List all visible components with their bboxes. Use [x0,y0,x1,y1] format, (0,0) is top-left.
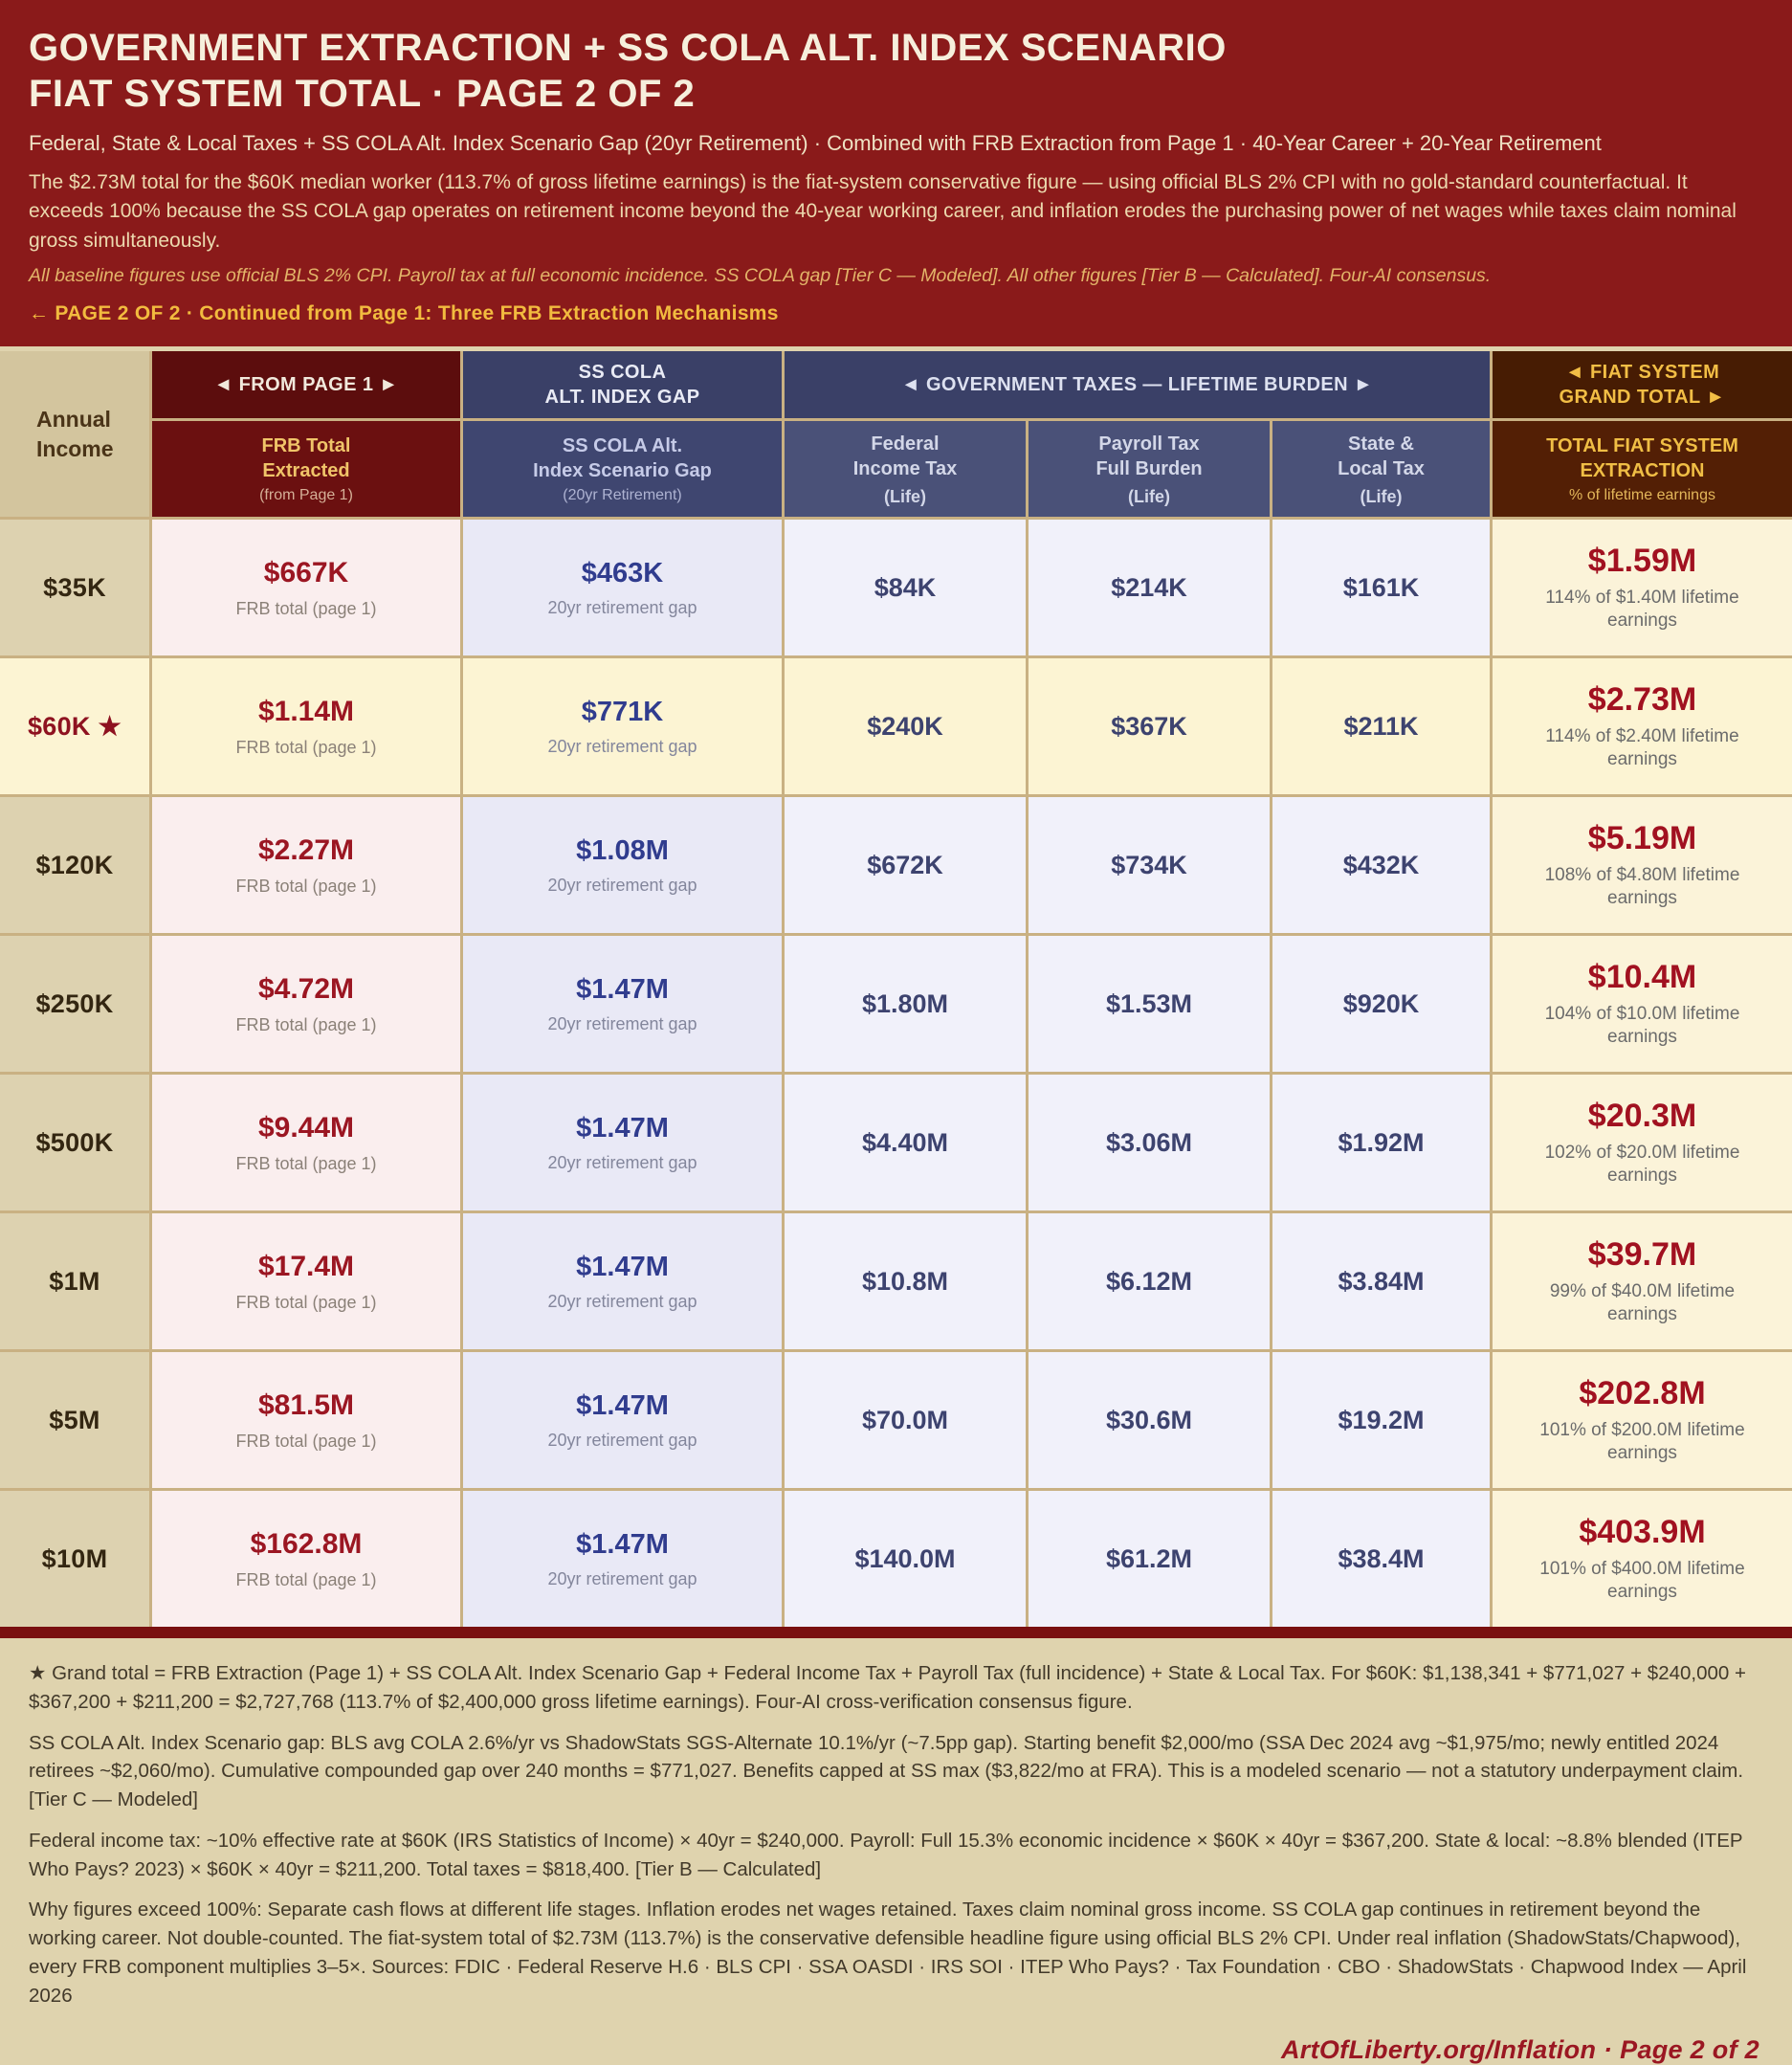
cola-sublabel: 20yr retirement gap [547,1013,697,1033]
cola-sublabel: 20yr retirement gap [547,875,697,895]
cola-cell [463,1352,782,1488]
state-local-tax-cell: $161K [1272,520,1490,655]
cola-cell [463,1491,782,1627]
footnote-why-exceed-100: Why figures exceed 100%: Separate cash flows at different life stages. Inflation erodes net wages retained. Taxes claim nominal gross income. SS COLA gap continues in retirement beyond the working career. Not double-counted. The fiat-system total of $2.73M (113.7%) is the conservative defensible headline figure using official BLS 2% CPI. Under real inflation (ShadowStats/Chapwood), every FRB component multiplies 3–5×. Sources: FDIC · Federal Reserve H.6 · BLS CPI · SSA OASDI · IRS SOI · ITEP Who Pays? · Tax Foundation · CBO · ShadowStats · Chapwood Index — April 2026 [29,1898,1747,2007]
title-line-2: FIAT SYSTEM TOTAL · PAGE 2 OF 2 [29,73,696,115]
table-row-35k [0,520,1792,655]
grand-total-cell [1493,520,1792,655]
cola-cell [463,1213,782,1349]
income-label: $250K [35,988,114,1018]
income-cell [0,1075,149,1210]
income-cell [0,797,149,933]
cola-value: $1.47M [576,1389,669,1421]
footnotes [0,1638,1792,2009]
table-bottom-divider [0,1627,1792,1638]
federal-tax-cell: $672K [785,797,1026,933]
frb-sublabel: FRB total (page 1) [235,737,377,757]
cola-sublabel: 20yr retirement gap [547,597,697,617]
table-row-250k [0,936,1792,1072]
cola-cell [463,520,782,655]
page-footer: ArtOfLiberty.org/Inflation · Page 2 of 2 [1280,2035,1759,2065]
grand-total-cell [1493,658,1792,794]
state-local-tax-cell: $432K [1272,797,1490,933]
frb-value: $9.44M [257,1112,355,1144]
grand-total-percent: 114% of $2.40M lifetime earnings [1545,725,1739,770]
table-row-1m [0,1213,1792,1349]
state-local-tax-cell: $3.84M [1272,1213,1490,1349]
frb-cell [152,658,460,794]
frb-sublabel: FRB total (page 1) [235,598,377,618]
page-header [0,0,1792,346]
frb-sublabel: FRB total (page 1) [235,1431,377,1451]
grand-total-cell [1493,936,1792,1072]
frb-cell [152,1491,460,1627]
grand-total-value: $5.19M [1587,819,1697,856]
income-label: $10M [41,1543,108,1573]
column-header-frb-total: FRB Total Extracted (from Page 1) [152,421,460,517]
grand-total-value: $403.9M [1579,1513,1706,1550]
state-local-tax-cell: $38.4M [1272,1491,1490,1627]
income-cell [0,1213,149,1349]
footnote-tax-calc: Federal income tax: ~10% effective rate at $60K (IRS Statistics of Income) × 40yr = $240,000. Payroll: Full 15.3% economic incidence × $60K × 40yr = $367,200. State & local: ~8.8% blended (ITEP Who Pays? 2023) × $60K × 40yr = $211,200. Total taxes = $818,400. [Tier B — Calculated] [29,1829,1743,1880]
footnote-cola-gap: SS COLA Alt. Index Scenario gap: BLS avg COLA 2.6%/yr vs ShadowStats SGS-Alternate 10.1%/yr (~7.5pp gap). Starting benefit $2,000/mo (SSA Dec 2024 avg ~$1,975/mo; newly entitled 2024 retirees ~$2,060/mo). Cumulative compounded gap over 240 months = $771,027. Benefits capped at SS max ($3,822/mo at FRA). This is a modeled scenario — not a statutory underpayment claim. [Tier C — Modeled] [29,1731,1744,1811]
grand-total-cell [1493,797,1792,933]
income-cell [0,936,149,1072]
income-cell [0,1491,149,1627]
grand-total-cell [1493,1213,1792,1349]
table-row-500k [0,1075,1792,1210]
grand-total-percent: 102% of $20.0M lifetime earnings [1544,1142,1740,1187]
frb-sublabel: FRB total (page 1) [235,1153,377,1173]
federal-tax-cell: $1.80M [785,936,1026,1072]
intro-paragraph: The $2.73M total for the $60K median worker (113.7% of gross lifetime earnings) is the fiat-system conservative figure — using official BLS 2% CPI with no gold-standard counterfactual. It exceeds 100% because the SS COLA gap operates on retirement income beyond the 40-year working career, and inflation erodes the purchasing power of net wages while taxes claim nominal gross simultaneously. [29,171,1737,252]
frb-cell [152,520,460,655]
table-row-120k [0,797,1792,933]
frb-sublabel: FRB total (page 1) [235,1569,377,1589]
extraction-table [0,351,1792,1627]
subtitle: Federal, State & Local Taxes + SS COLA Alt. Index Scenario Gap (20yr Retirement) · Combined with FRB Extraction from Page 1 · 40-Year Career + 20-Year Retirement [29,131,1602,155]
cola-value: $1.08M [576,834,669,866]
column-header-annual-income: Annual Income [0,351,149,517]
payroll-tax-cell: $6.12M [1029,1213,1270,1349]
grand-total-percent: 101% of $400.0M lifetime earnings [1539,1558,1745,1603]
grand-total-value: $1.59M [1587,542,1697,579]
frb-sublabel: FRB total (page 1) [235,1014,377,1034]
income-cell [0,1352,149,1488]
cola-value: $463K [581,557,664,588]
frb-value: $667K [263,557,349,589]
grand-total-value: $2.73M [1587,680,1697,718]
state-local-tax-cell: $920K [1272,936,1490,1072]
payroll-tax-cell: $61.2M [1029,1491,1270,1627]
cola-value: $1.47M [576,973,669,1005]
frb-value: $1.14M [257,696,355,728]
grand-total-value: $39.7M [1587,1235,1697,1273]
income-cell [0,520,149,655]
column-header-total-extraction: TOTAL FIAT SYSTEM EXTRACTION % of lifetime earnings [1493,421,1792,517]
group-header-ss-cola-gap: SS COLA ALT. INDEX GAP [463,351,782,418]
cola-cell [463,936,782,1072]
cola-cell [463,658,782,794]
table-row-10m [0,1491,1792,1627]
cola-sublabel: 20yr retirement gap [547,1430,697,1450]
grand-total-percent: 104% of $10.0M lifetime earnings [1544,1003,1740,1048]
state-local-tax-cell: $1.92M [1272,1075,1490,1210]
payroll-tax-cell: $367K [1029,658,1270,794]
frb-sublabel: FRB total (page 1) [235,876,377,896]
grand-total-percent: 108% of $4.80M lifetime earnings [1544,864,1740,909]
cola-value: $1.47M [576,1528,669,1560]
grand-total-percent: 101% of $200.0M lifetime earnings [1539,1419,1745,1464]
state-local-tax-cell: $211K [1272,658,1490,794]
column-header-federal-tax: Federal Income Tax (Life) [785,421,1026,517]
frb-value: $2.27M [257,834,355,867]
federal-tax-cell: $140.0M [785,1491,1026,1627]
column-header-payroll-tax: Payroll Tax Full Burden (Life) [1029,421,1270,517]
column-header-cola-gap: SS COLA Alt. Index Scenario Gap (20yr Retirement) [463,421,782,517]
frb-cell [152,1075,460,1210]
income-cell [0,658,149,794]
frb-value: $162.8M [250,1528,363,1561]
grand-total-value: $202.8M [1579,1374,1706,1411]
group-header-from-page-1: ◄ FROM PAGE 1 ► [152,351,460,418]
group-header-government-taxes: ◄ GOVERNMENT TAXES — LIFETIME BURDEN ► [785,351,1490,418]
frb-value: $81.5M [257,1389,355,1422]
income-label: $500K [35,1127,114,1157]
table-header [0,351,1792,517]
cola-value: $1.47M [576,1112,669,1144]
cola-cell [463,797,782,933]
payroll-tax-cell: $1.53M [1029,936,1270,1072]
cola-cell [463,1075,782,1210]
federal-tax-cell: $10.8M [785,1213,1026,1349]
income-label: $120K [35,850,114,879]
payroll-tax-cell: $214K [1029,520,1270,655]
table-row-5m [0,1352,1792,1488]
page-title [29,25,1763,117]
footnote-grand-total: ★ Grand total = FRB Extraction (Page 1) + SS COLA Alt. Index Scenario Gap + Federal Income Tax + Payroll Tax (full incidence) + State & Local Tax. For $60K: $1,138,341 + $771,027 + $240,000 + $367,200 + $211,200 = $2,727,768 (113.7% of $2,400,000 gross lifetime earnings). Four-AI cross-verification consensus figure. [29,1662,1746,1714]
cola-sublabel: 20yr retirement gap [547,736,697,756]
grand-total-cell [1493,1491,1792,1627]
cola-value: $771K [581,696,664,727]
cola-value: $1.47M [576,1251,669,1282]
cola-sublabel: 20yr retirement gap [547,1568,697,1588]
federal-tax-cell: $70.0M [785,1352,1026,1488]
income-label: $1M [49,1266,100,1296]
payroll-tax-cell: $734K [1029,797,1270,933]
payroll-tax-cell: $30.6M [1029,1352,1270,1488]
title-line-1: GOVERNMENT EXTRACTION + SS COLA ALT. INDEX SCENARIO [29,27,1227,69]
federal-tax-cell: $84K [785,520,1026,655]
group-header-fiat-grand-total: ◄ FIAT SYSTEM GRAND TOTAL ► [1493,351,1792,418]
grand-total-cell [1493,1075,1792,1210]
frb-cell [152,1213,460,1349]
federal-tax-cell: $240K [785,658,1026,794]
grand-total-value: $20.3M [1587,1097,1697,1134]
income-label: $60K ★ [27,711,122,741]
frb-cell [152,797,460,933]
grand-total-value: $10.4M [1587,958,1697,995]
state-local-tax-cell: $19.2M [1272,1352,1490,1488]
frb-sublabel: FRB total (page 1) [235,1292,377,1312]
frb-cell [152,1352,460,1488]
grand-total-percent: 99% of $40.0M lifetime earnings [1549,1280,1736,1325]
income-label: $35K [43,572,106,602]
payroll-tax-cell: $3.06M [1029,1075,1270,1210]
grand-total-cell [1493,1352,1792,1488]
table-row-60k-highlighted [0,658,1792,794]
continuation-line: ← PAGE 2 OF 2 · Continued from Page 1: Three FRB Extraction Mechanisms [29,302,779,325]
column-header-state-local-tax: State & Local Tax (Life) [1272,421,1490,517]
cola-sublabel: 20yr retirement gap [547,1291,697,1311]
cola-sublabel: 20yr retirement gap [547,1152,697,1172]
frb-value: $17.4M [257,1251,355,1283]
income-label: $5M [49,1405,100,1434]
federal-tax-cell: $4.40M [785,1075,1026,1210]
frb-value: $4.72M [257,973,355,1006]
grand-total-percent: 114% of $1.40M lifetime earnings [1545,587,1739,632]
frb-cell [152,936,460,1072]
baseline-note: All baseline figures use official BLS 2% CPI. Payroll tax at full economic incidence. SS COLA gap [Tier C — Modeled]. All other figures [Tier B — Calculated]. Four-AI consensus. [29,265,1492,287]
